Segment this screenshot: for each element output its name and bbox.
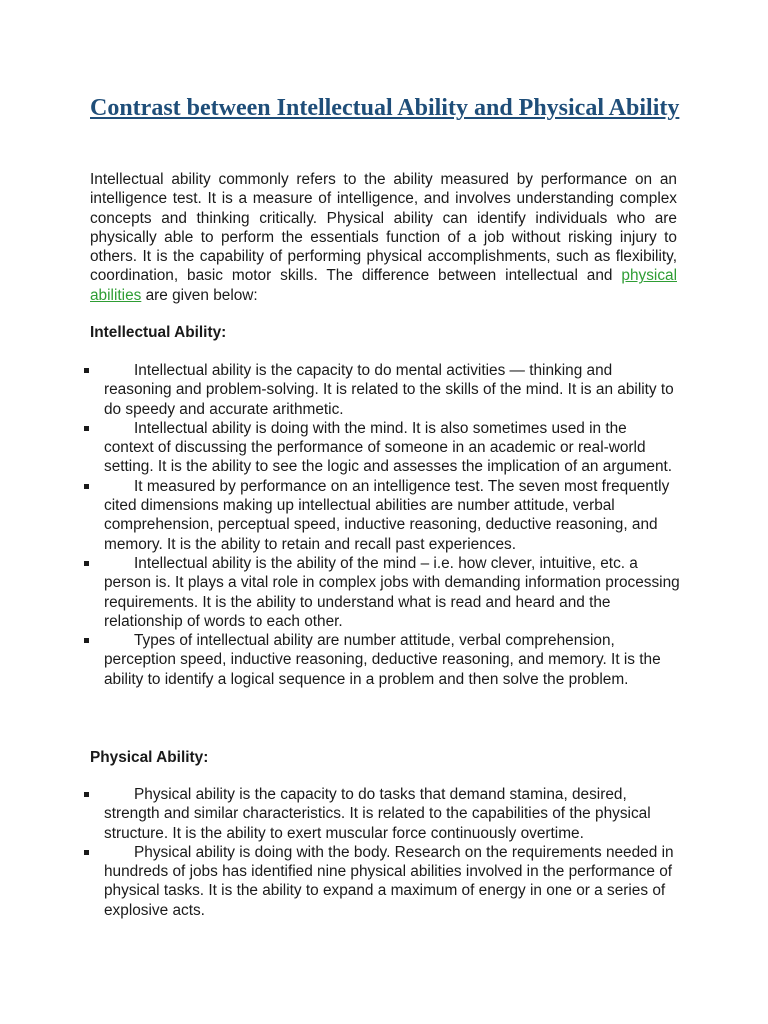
page-title: Contrast between Intellectual Ability and Physical Ability: [90, 95, 680, 121]
list-item: [0, 843, 680, 920]
physical-ability-list: [0, 785, 680, 920]
intro-text-after-link: are given below:: [141, 286, 258, 304]
section-heading-intellectual: Intellectual Ability:: [90, 324, 227, 341]
intellectual-ability-list: [0, 361, 680, 689]
bullet-icon: [84, 792, 89, 797]
list-item-text: Intellectual ability is the ability of the mind – i.e. how clever, intuitive, etc. a person is. It plays a vital role in complex jobs with demanding information processing requirements. It is the ability to understand what is read and heard and the relationship of words to each other.: [104, 554, 680, 630]
section-heading-physical: Physical Ability:: [90, 749, 209, 766]
bullet-icon: [84, 484, 89, 489]
physical-abilities-link[interactable]: physical abilities: [90, 267, 677, 304]
list-item-text: Physical ability is doing with the body. Research on the requirements needed in hundreds of jobs has identified nine physical abilities involved in the performance of physical tasks. It is the ability to expand a maximum of energy in one or a series of explosive acts.: [104, 843, 674, 919]
list-item: [0, 785, 680, 843]
intro-paragraph: [90, 170, 677, 305]
list-item-text: Physical ability is the capacity to do tasks that demand stamina, desired, strength and similar characteristics. It is related to the capabilities of the physical structure. It is the ability to exert muscular force continuously overtime.: [104, 786, 651, 842]
list-item: [0, 477, 680, 554]
list-item-text: It measured by performance on an intelligence test. The seven most frequently cited dimensions making up intellectual abilities are number attitude, verbal comprehension, perceptual speed, inductive reasoning, deductive reasoning, and memory. It is the ability to retain and recall past experiences.: [104, 477, 670, 553]
bullet-icon: [84, 426, 89, 431]
list-item: [0, 419, 680, 477]
list-item: [0, 554, 680, 631]
bullet-icon: [84, 850, 89, 855]
list-item: [0, 631, 680, 689]
list-item-text: Intellectual ability is doing with the mind. It is also sometimes used in the context of discussing the performance of someone in an academic or real-world setting. It is the ability to see the logic and assesses the implication of an argument.: [104, 419, 673, 476]
bullet-icon: [84, 638, 89, 643]
list-item-text: Types of intellectual ability are number attitude, verbal comprehension, perception speed, inductive reasoning, deductive reasoning, and memory. It is the ability to identify a logical sequence in a problem and then solve the problem.: [104, 632, 661, 688]
bullet-icon: [84, 368, 89, 373]
bullet-icon: [84, 561, 89, 566]
intro-text-before-link: Intellectual ability commonly refers to the ability measured by performance on an intelligence test. It is a measure of intelligence, and involves understanding complex concepts and thinking critically. Physical ability can identify individuals who are physically able to perform the essentials function of a job without risking injury to others. It is the capability of performing physical accomplishments, such as flexibility, coordination, basic motor skills. The difference between intellectual and: [90, 171, 677, 285]
list-item-text: Intellectual ability is the capacity to do mental activities — thinking and reasoning and problem-solving. It is related to the skills of the mind. It is an ability to do speedy and accurate arithmetic.: [104, 362, 674, 418]
list-item: [0, 361, 680, 419]
